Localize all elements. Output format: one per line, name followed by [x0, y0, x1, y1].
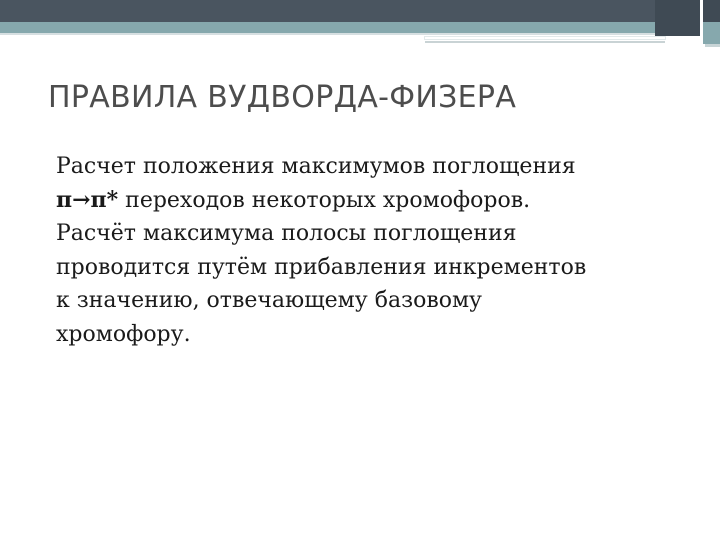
body-line-1: Расчет положения максимумов поглощения — [56, 154, 576, 179]
header-band-divider — [0, 33, 720, 35]
slide-title: ПРАВИЛА ВУДВОРДА-ФИЗЕРА — [48, 80, 517, 115]
header-corner-strip — [705, 44, 720, 47]
body-line-6: хромофору. — [56, 321, 191, 347]
body-line-3: Расчёт максимума полосы поглощения — [56, 221, 517, 246]
body-paragraph — [56, 150, 696, 351]
header-band-teal — [0, 22, 720, 33]
body-line-5: к значению, отвечающему базовому — [56, 288, 483, 313]
body-line-4: проводится путём прибавления инкрементов — [56, 254, 587, 280]
pi-transition-symbol: π→π* — [56, 186, 119, 213]
header-corner-teal — [703, 22, 720, 44]
body-line-2-text: переходов некоторых хромофоров. — [118, 187, 531, 213]
header-accent-line-light — [425, 37, 665, 39]
slide-body — [56, 150, 696, 351]
header-accent-line-gray — [425, 41, 665, 43]
body-line-2 — [56, 184, 696, 218]
header-band-dark — [0, 0, 720, 22]
